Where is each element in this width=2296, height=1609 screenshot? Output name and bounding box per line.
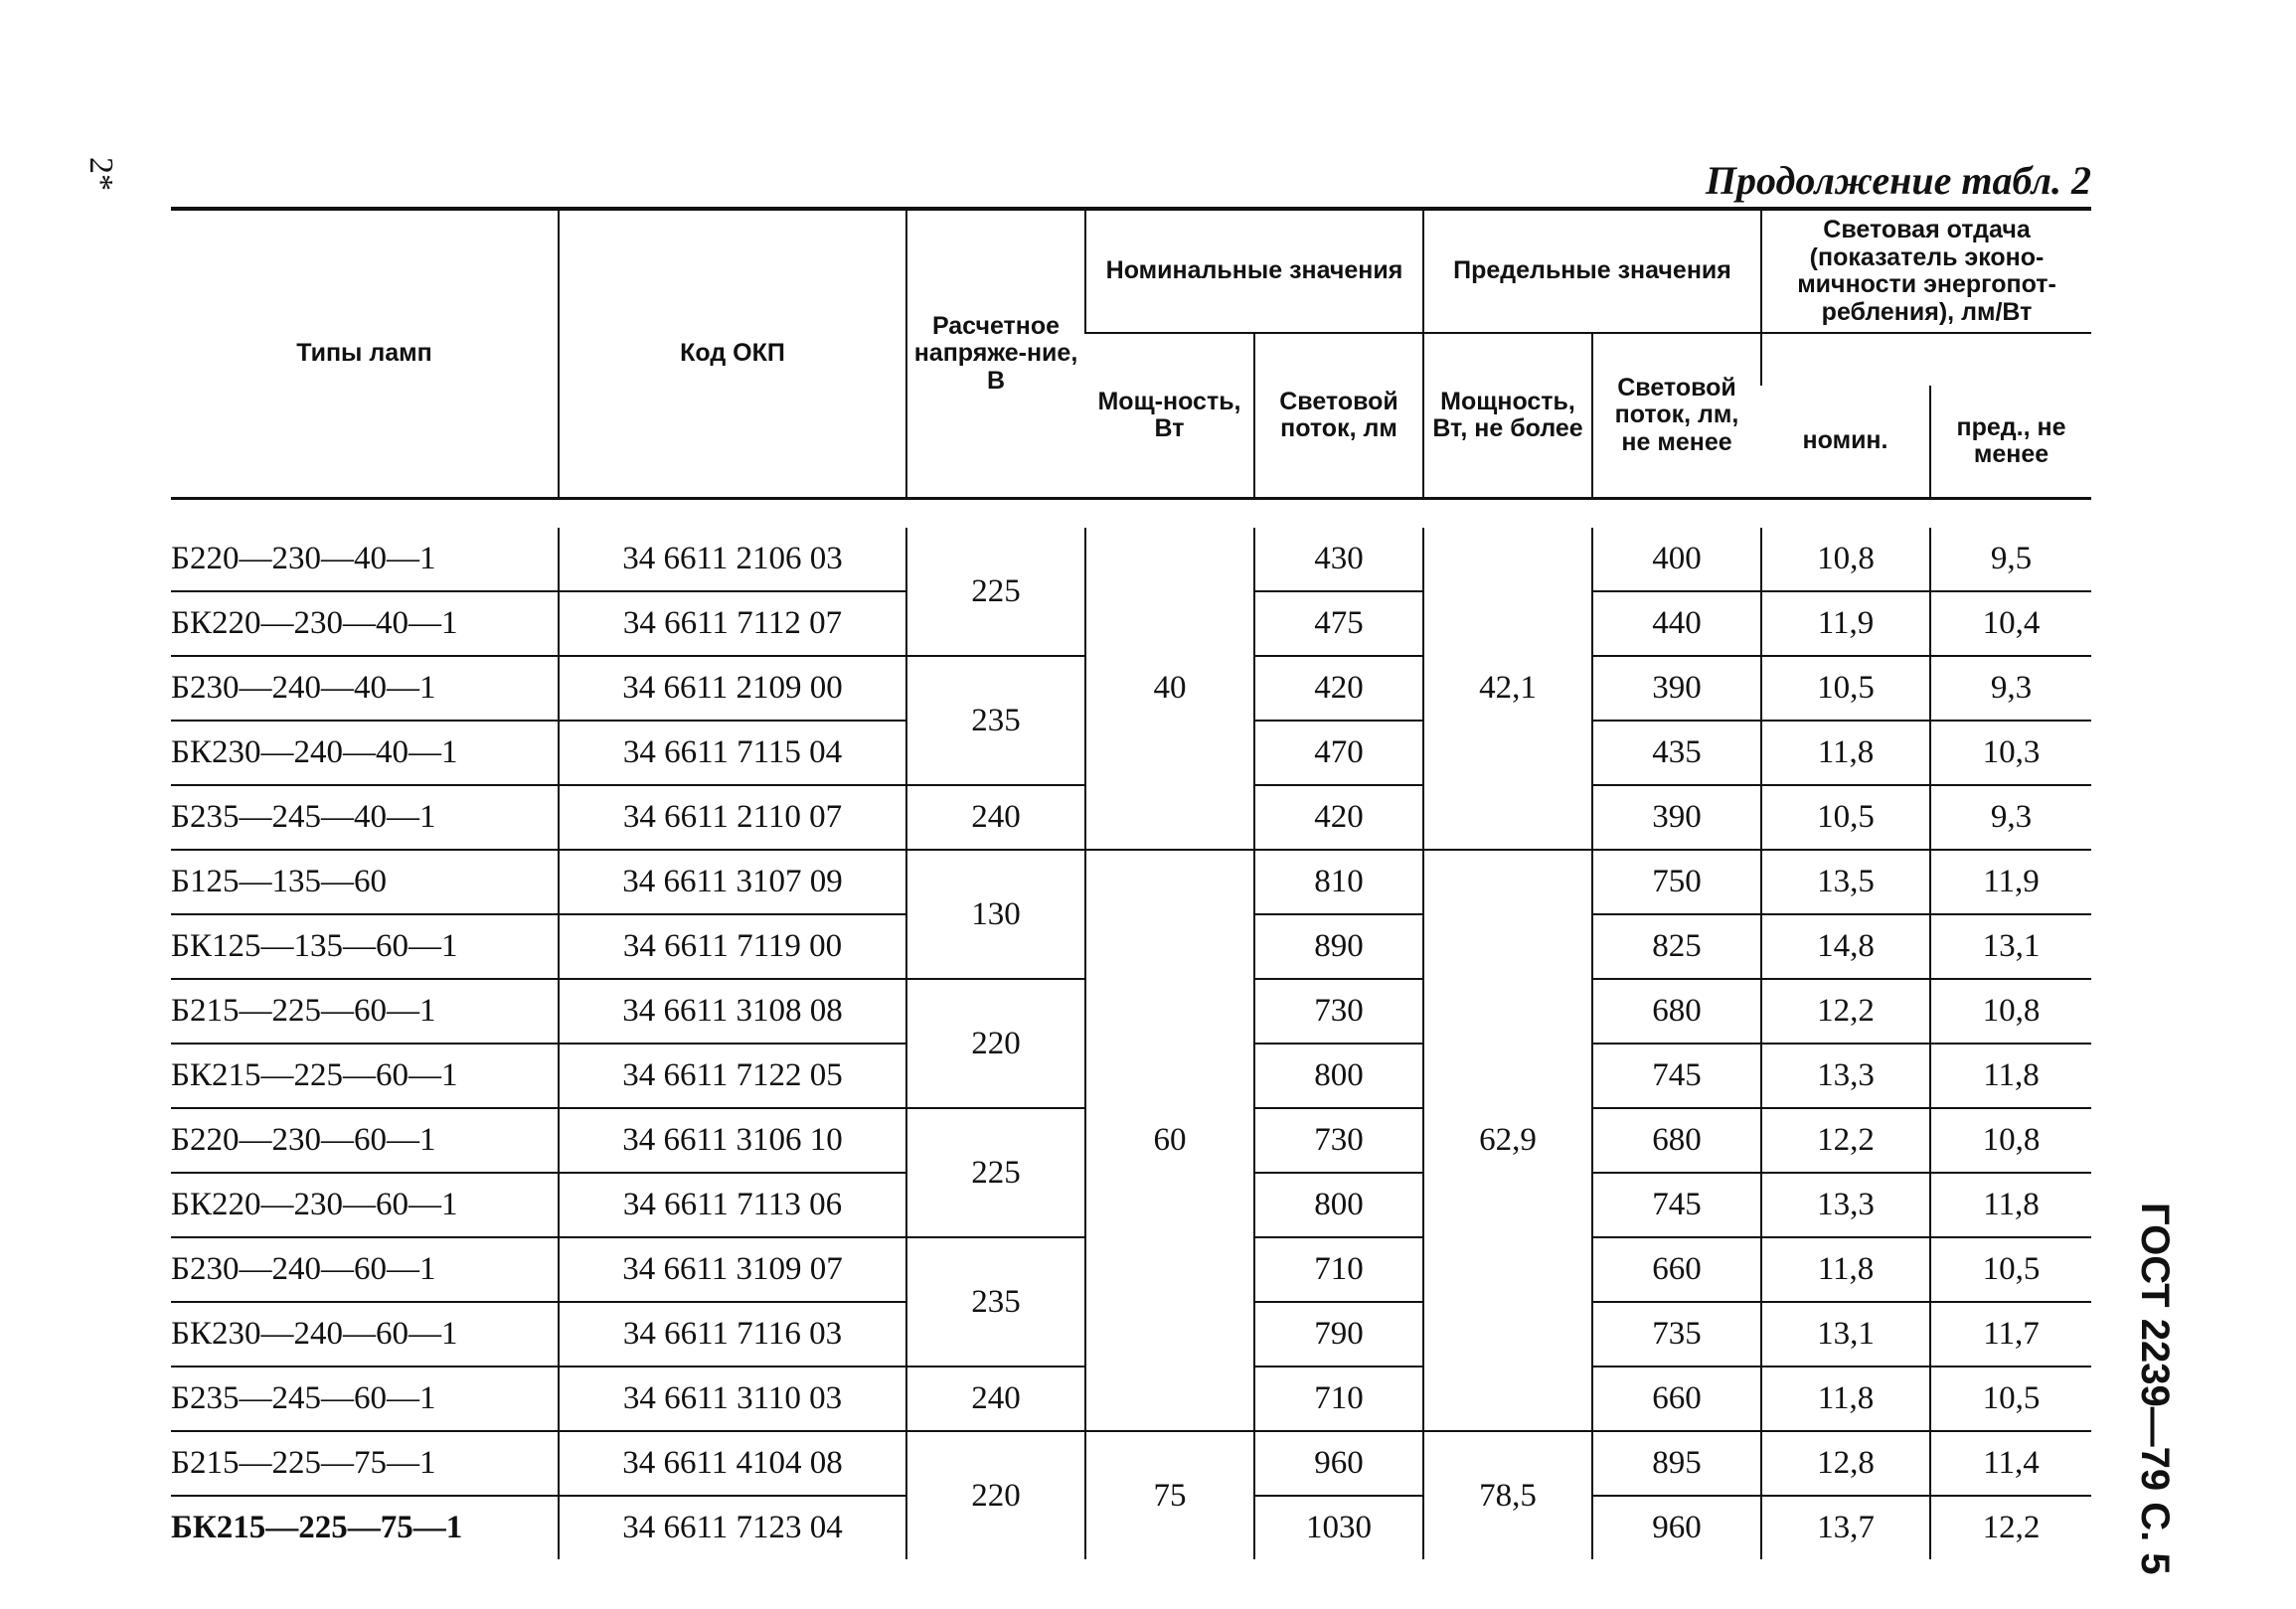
cell-efficacy-nominal: 13,3 <box>1761 1173 1930 1237</box>
cell-efficacy-nominal: 11,8 <box>1761 721 1930 785</box>
cell-okp-code: 34 6611 3106 10 <box>559 1108 906 1173</box>
cell-limit-flux: 390 <box>1592 785 1761 850</box>
cell-limit-flux: 660 <box>1592 1237 1761 1302</box>
header-lamp-type: Типы ламп <box>171 209 559 499</box>
header-efficacy-min: пред., не менее <box>1930 386 2091 499</box>
cell-okp-code: 34 6611 7116 03 <box>559 1302 906 1367</box>
cell-limit-power: 42,1 <box>1423 528 1592 850</box>
page-number-mark: 2* <box>82 157 119 191</box>
cell-efficacy-min: 10,3 <box>1930 721 2091 785</box>
cell-efficacy-min: 10,5 <box>1930 1367 2091 1431</box>
cell-voltage: 220 <box>906 1431 1085 1559</box>
cell-limit-flux: 745 <box>1592 1044 1761 1108</box>
cell-lamp-type: Б220—230—60—1 <box>171 1108 559 1173</box>
standard-page-label: ГОСТ 2239—79 С. 5 <box>2133 1203 2177 1575</box>
cell-limit-flux: 895 <box>1592 1431 1761 1496</box>
cell-nominal-power: 75 <box>1085 1431 1254 1559</box>
cell-okp-code: 34 6611 3109 07 <box>559 1237 906 1302</box>
cell-voltage: 130 <box>906 850 1085 979</box>
header-nominal-power: Мощ-ность, Вт <box>1085 333 1254 499</box>
cell-efficacy-min: 11,8 <box>1930 1173 2091 1237</box>
cell-okp-code: 34 6611 7123 04 <box>559 1496 906 1559</box>
cell-voltage: 240 <box>906 785 1085 850</box>
cell-efficacy-min: 10,8 <box>1930 1108 2091 1173</box>
cell-nominal-flux: 730 <box>1254 1108 1423 1173</box>
cell-efficacy-min: 10,4 <box>1930 591 2091 656</box>
cell-okp-code: 34 6611 7113 06 <box>559 1173 906 1237</box>
cell-okp-code: 34 6611 7119 00 <box>559 914 906 979</box>
cell-efficacy-nominal: 12,2 <box>1761 1108 1930 1173</box>
cell-lamp-type: Б125—135—60 <box>171 850 559 914</box>
cell-efficacy-nominal: 13,5 <box>1761 850 1930 914</box>
cell-limit-flux: 440 <box>1592 591 1761 656</box>
cell-lamp-type: Б235—245—60—1 <box>171 1367 559 1431</box>
cell-efficacy-nominal: 11,8 <box>1761 1367 1930 1431</box>
header-nominal-flux: Световой поток, лм <box>1254 333 1423 499</box>
cell-limit-flux: 680 <box>1592 1108 1761 1173</box>
cell-limit-flux: 745 <box>1592 1173 1761 1237</box>
cell-efficacy-nominal: 10,8 <box>1761 528 1930 591</box>
cell-nominal-flux: 800 <box>1254 1044 1423 1108</box>
cell-efficacy-nominal: 11,8 <box>1761 1237 1930 1302</box>
cell-nominal-flux: 710 <box>1254 1237 1423 1302</box>
cell-limit-flux: 750 <box>1592 850 1761 914</box>
lamp-parameters-table <box>171 207 2091 1609</box>
cell-efficacy-min: 11,7 <box>1930 1302 2091 1367</box>
cell-nominal-flux: 810 <box>1254 850 1423 914</box>
table-row <box>171 850 2091 914</box>
cell-nominal-flux: 790 <box>1254 1302 1423 1367</box>
cell-limit-flux: 680 <box>1592 979 1761 1044</box>
cell-efficacy-nominal: 12,8 <box>1761 1431 1930 1496</box>
cell-okp-code: 34 6611 7115 04 <box>559 721 906 785</box>
header-limit-power: Мощность, Вт, не более <box>1423 333 1592 499</box>
cell-efficacy-min: 9,5 <box>1930 528 2091 591</box>
cell-efficacy-nominal: 10,5 <box>1761 656 1930 721</box>
cell-efficacy-min: 10,5 <box>1930 1237 2091 1302</box>
cell-efficacy-nominal: 12,2 <box>1761 979 1930 1044</box>
header-efficacy-nominal: номин. <box>1761 386 1930 499</box>
cell-limit-flux: 400 <box>1592 528 1761 591</box>
cell-lamp-type: Б235—245—40—1 <box>171 785 559 850</box>
header-nominal-values: Номинальные значения <box>1085 209 1423 333</box>
cell-efficacy-min: 13,1 <box>1930 914 2091 979</box>
cell-nominal-flux: 430 <box>1254 528 1423 591</box>
cell-efficacy-nominal: 10,5 <box>1761 785 1930 850</box>
cell-efficacy-nominal: 11,9 <box>1761 591 1930 656</box>
cell-nominal-flux: 420 <box>1254 785 1423 850</box>
cell-voltage: 235 <box>906 1237 1085 1367</box>
table-row <box>171 1431 2091 1496</box>
cell-efficacy-min: 10,8 <box>1930 979 2091 1044</box>
cell-efficacy-min: 9,3 <box>1930 656 2091 721</box>
cell-efficacy-min: 11,4 <box>1930 1431 2091 1496</box>
cell-voltage: 235 <box>906 656 1085 785</box>
cell-nominal-flux: 710 <box>1254 1367 1423 1431</box>
cell-nominal-flux: 1030 <box>1254 1496 1423 1559</box>
header-efficacy-spacer <box>1761 333 2091 386</box>
cell-efficacy-nominal: 13,3 <box>1761 1044 1930 1108</box>
cell-okp-code: 34 6611 7122 05 <box>559 1044 906 1108</box>
cell-lamp-type: БК220—230—60—1 <box>171 1173 559 1237</box>
cell-limit-power: 78,5 <box>1423 1431 1592 1559</box>
cell-nominal-flux: 475 <box>1254 591 1423 656</box>
cell-efficacy-nominal: 13,1 <box>1761 1302 1930 1367</box>
cell-lamp-type: БК220—230—40—1 <box>171 591 559 656</box>
header-voltage: Расчетное напряже-ние, В <box>906 209 1085 499</box>
cell-lamp-type: Б230—240—60—1 <box>171 1237 559 1302</box>
cell-efficacy-nominal: 14,8 <box>1761 914 1930 979</box>
cell-okp-code: 34 6611 2106 03 <box>559 528 906 591</box>
cell-lamp-type: БК125—135—60—1 <box>171 914 559 979</box>
header-limit-values: Предельные значения <box>1423 209 1761 333</box>
cell-limit-flux: 960 <box>1592 1496 1761 1559</box>
cell-voltage: 240 <box>906 1367 1085 1431</box>
cell-nominal-flux: 730 <box>1254 979 1423 1044</box>
cell-nominal-flux: 960 <box>1254 1431 1423 1496</box>
cell-okp-code: 34 6611 2109 00 <box>559 656 906 721</box>
cell-voltage: 220 <box>906 979 1085 1108</box>
cell-okp-code: 34 6611 3110 03 <box>559 1367 906 1431</box>
header-limit-flux: Световой поток, лм, не менее <box>1592 333 1761 499</box>
cell-okp-code: 34 6611 3107 09 <box>559 850 906 914</box>
cell-limit-power: 62,9 <box>1423 850 1592 1431</box>
cell-voltage: 225 <box>906 1108 1085 1237</box>
cell-lamp-type: БК230—240—60—1 <box>171 1302 559 1367</box>
cell-nominal-power: 40 <box>1085 528 1254 850</box>
cell-nominal-flux: 420 <box>1254 656 1423 721</box>
cell-lamp-type: БК230—240—40—1 <box>171 721 559 785</box>
cell-voltage: 225 <box>906 528 1085 656</box>
cell-okp-code: 34 6611 3108 08 <box>559 979 906 1044</box>
cell-limit-flux: 735 <box>1592 1302 1761 1367</box>
cell-efficacy-min: 9,3 <box>1930 785 2091 850</box>
cell-efficacy-min: 11,9 <box>1930 850 2091 914</box>
cell-okp-code: 34 6611 7112 07 <box>559 591 906 656</box>
cell-lamp-type: БК215—225—75—1 <box>171 1510 463 1545</box>
cell-lamp-type: Б220—230—40—1 <box>171 528 559 591</box>
header-okp-code: Код ОКП <box>559 209 906 499</box>
cell-nominal-flux: 890 <box>1254 914 1423 979</box>
cell-limit-flux: 660 <box>1592 1367 1761 1431</box>
cell-okp-code: 34 6611 2110 07 <box>559 785 906 850</box>
cell-limit-flux: 435 <box>1592 721 1761 785</box>
cell-efficacy-nominal: 13,7 <box>1761 1496 1930 1559</box>
cell-nominal-power: 60 <box>1085 850 1254 1431</box>
cell-limit-flux: 390 <box>1592 656 1761 721</box>
cell-efficacy-min: 11,8 <box>1930 1044 2091 1108</box>
table-continuation-title: Продолжение табл. 2 <box>1705 158 2091 203</box>
cell-nominal-flux: 800 <box>1254 1173 1423 1237</box>
cell-okp-code: 34 6611 4104 08 <box>559 1431 906 1496</box>
cell-lamp-type: Б230—240—40—1 <box>171 656 559 721</box>
cell-lamp-type: Б215—225—75—1 <box>171 1431 559 1496</box>
header-efficacy: Световая отдача (показатель эконо-мичности энергопот-ребления), лм/Вт <box>1761 209 2091 333</box>
cell-efficacy-min: 12,2 <box>1930 1496 2091 1559</box>
cell-nominal-flux: 470 <box>1254 721 1423 785</box>
cell-lamp-type: БК215—225—60—1 <box>171 1044 559 1108</box>
cell-lamp-type: Б215—225—60—1 <box>171 979 559 1044</box>
table-row <box>171 528 2091 591</box>
cell-limit-flux: 825 <box>1592 914 1761 979</box>
